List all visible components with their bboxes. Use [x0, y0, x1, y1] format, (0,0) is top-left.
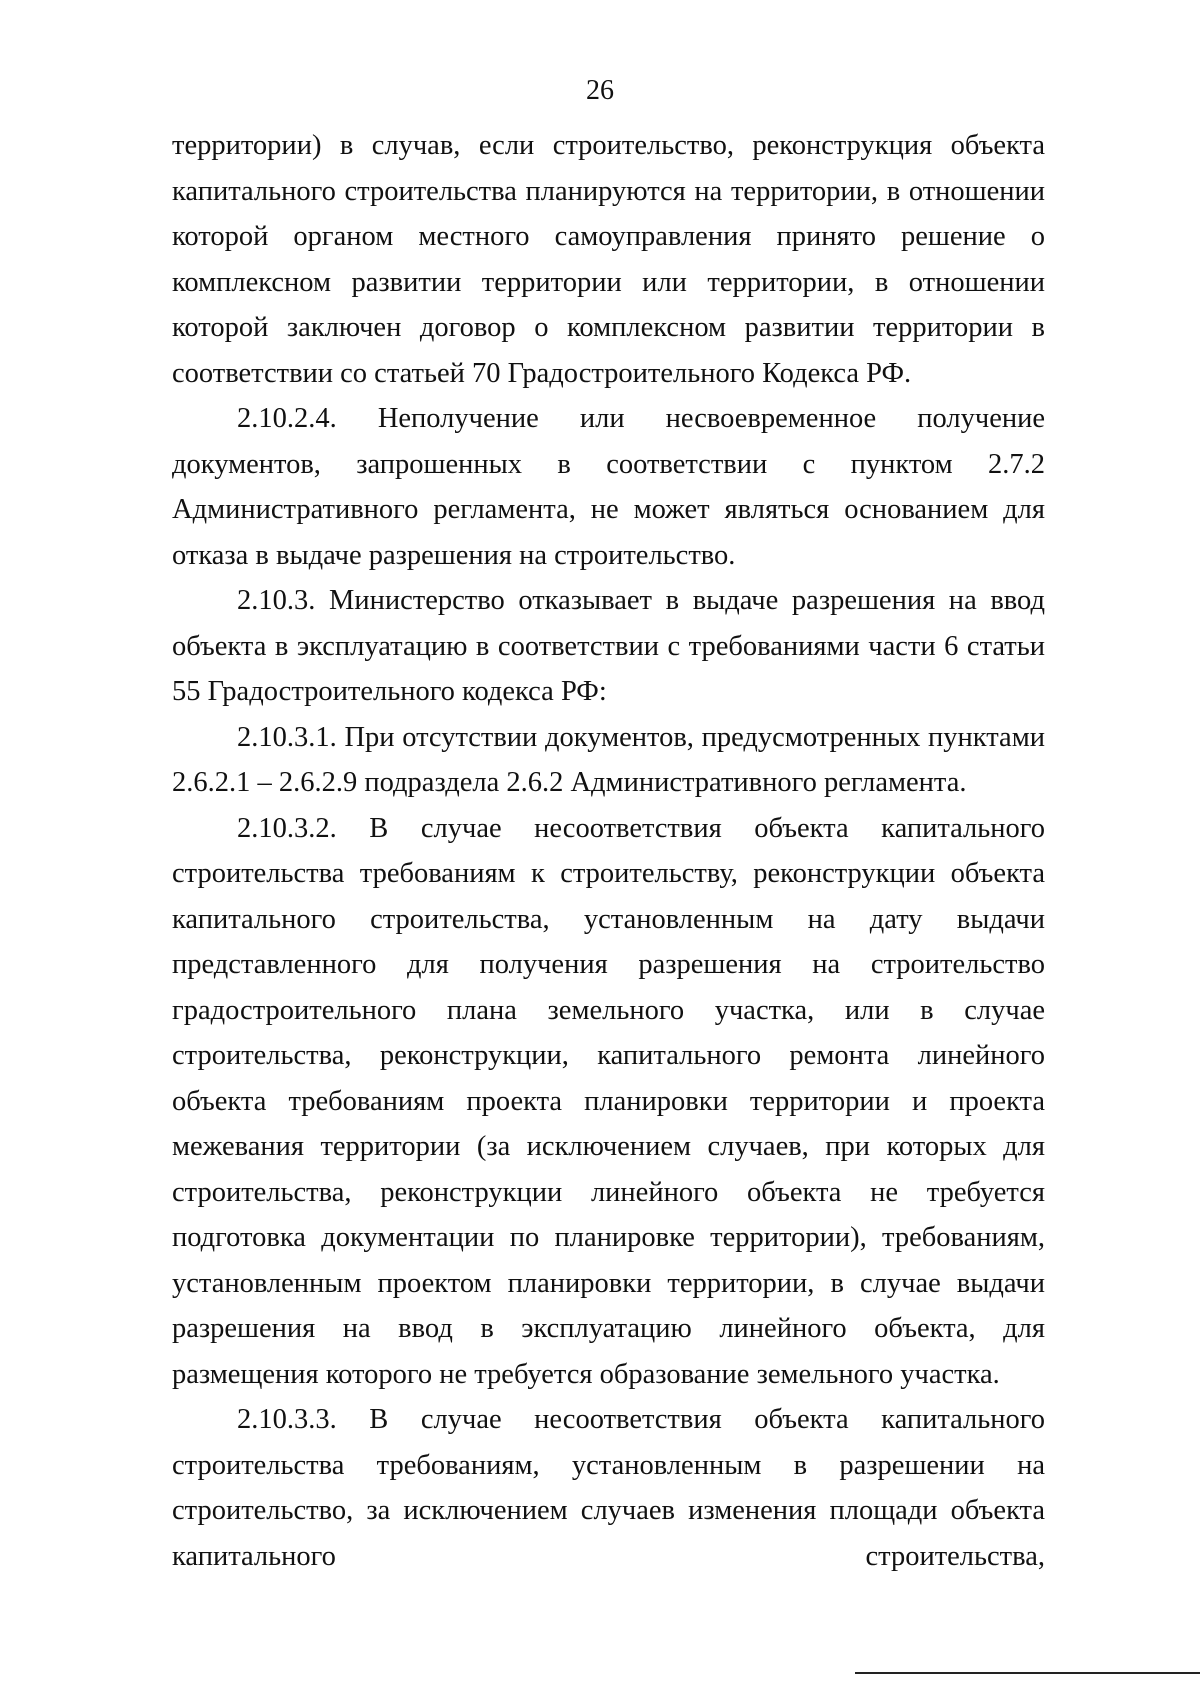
page-number: 26	[586, 75, 614, 106]
paragraph-2-10-3-1: 2.10.3.1. При отсутствии документов, предусмотренных пунктами 2.6.2.1 – 2.6.2.9 подраздела 2.6.2 Административного регламента.	[172, 721, 1045, 798]
document-body	[172, 123, 1045, 1579]
bottom-rule	[855, 1672, 1200, 1674]
paragraph-2-10-2-4: 2.10.2.4. Неполучение или несвоевременное получение документов, запрошенных в соответствии с пунктом 2.7.2 Административного регламента, не может являться основанием для отказа в выдаче разрешения на строительство.	[172, 403, 1045, 571]
paragraph-continuation: территории) в случав, если строительство, реконструкция объекта капитального строительства планируются на территории, в отношении которой органом местного самоуправления принято решение о комплексном развитии территории или территории, в отношении которой заключен договор о комплексном развитии территории в соответствии со статьей 70 Градостроительного Кодекса РФ.	[172, 130, 1045, 389]
paragraph-2-10-3-3: 2.10.3.3. В случае несоответствия объекта капитального строительства требованиям, установленным в разрешении на строительство, за исключением случаев изменения площади объекта капитального строительства,	[172, 1404, 1045, 1572]
paragraph-2-10-3: 2.10.3. Министерство отказывает в выдаче разрешения на ввод объекта в эксплуатацию в соответствии с требованиями части 6 статьи 55 Градостроительного кодекса РФ:	[172, 585, 1045, 707]
paragraph-2-10-3-2: 2.10.3.2. В случае несоответствия объекта капитального строительства требованиям к строительству, реконструкции объекта капитального строительства, установленным на дату выдачи представленного для получения разрешения на строительство градостроительного плана земельного участка, или в случае строительства, реконструкции, капитального ремонта линейного объекта требованиям проекта планировки территории и проекта межевания территории (за исключением случаев, при которых для строительства, реконструкции линейного объекта не требуется подготовка документации по планировке территории), требованиям, установленным проектом планировки территории, в случае выдачи разрешения на ввод в эксплуатацию линейного объекта, для размещения которого не требуется образование земельного участка.	[172, 812, 1045, 1390]
